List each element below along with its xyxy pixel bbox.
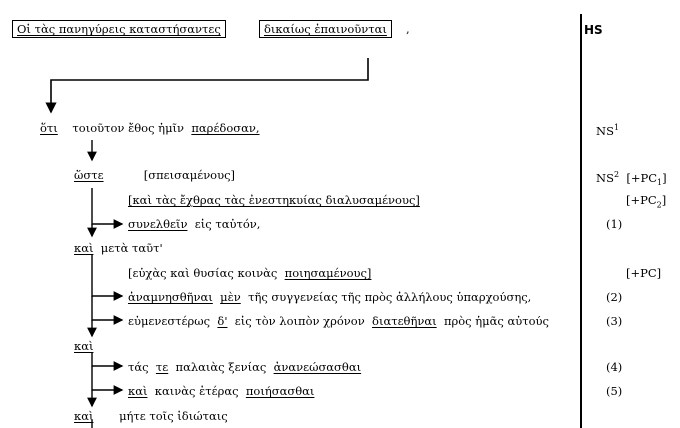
label-ns2-pc1: $NS^2$ $[+PC_1]$	[596, 170, 667, 188]
line-4: συνελθεῖν εἰς ταὐτόν,	[128, 217, 261, 231]
arrow-hoste-l4	[92, 188, 122, 224]
line-3: [καὶ τὰς ἔχθρας τὰς ἐνεστηκυίας διαλυσαμένους]	[128, 193, 420, 207]
header-subject-box: Οἱ τὰς πανηγύρεις καταστήσαντες	[12, 20, 226, 38]
label-n1: (1)	[606, 217, 623, 231]
line-7: ἀναμνησθῆναι μὲν τῆς συγγενείας τῆς πρὸς ἀλλήλους ὑπαρχούσης,	[128, 290, 532, 304]
header-comma: ,	[406, 22, 410, 36]
line-1: ὅτι τοιοῦτον ἔθος ἡμῖν παρέδοσαν,	[40, 121, 260, 135]
line-2: ὥστε [σπεισαμένους]	[74, 168, 236, 182]
line-5: καὶ μετὰ ταῦτ'	[74, 241, 163, 255]
label-n5: (5)	[606, 384, 623, 398]
main-connector	[51, 58, 368, 112]
line-9: καὶ	[74, 339, 94, 353]
line-8: εὐμενεστέρως δ' εἰς τὸν λοιπὸν χρόνον διατεθῆναι πρὸς ἡμᾶς αὐτούς	[128, 314, 549, 328]
arrow-kai2-l10	[92, 352, 122, 366]
label-n2: (2)	[606, 290, 623, 304]
arrow-kai1-l8	[92, 296, 122, 320]
column-divider	[580, 14, 582, 428]
arrow-kai2-l11	[92, 366, 122, 390]
arrow-kai1-l7	[92, 255, 122, 296]
label-pc: [+PC]	[626, 266, 662, 280]
hs-label: HS	[584, 23, 603, 37]
label-n4: (4)	[606, 360, 623, 374]
label-pc2: $[+PC_2]$	[626, 193, 667, 210]
line-11: καὶ καινὰς ἑτέρας ποιήσασθαι	[128, 384, 315, 398]
line-10: τάς τε παλαιὰς ξενίας ἀνανεώσασθαι	[128, 360, 362, 374]
label-n3: (3)	[606, 314, 623, 328]
header-predicate-box: δικαίως ἐπαινοῦνται	[259, 20, 392, 38]
line-6: [εὐχὰς καὶ θυσίας κοινὰς ποιησαμένους]	[128, 266, 372, 280]
label-ns1: $NS^1$	[596, 123, 620, 138]
line-12: καὶ μήτε τοῖς ἰδιώταις	[74, 409, 228, 423]
